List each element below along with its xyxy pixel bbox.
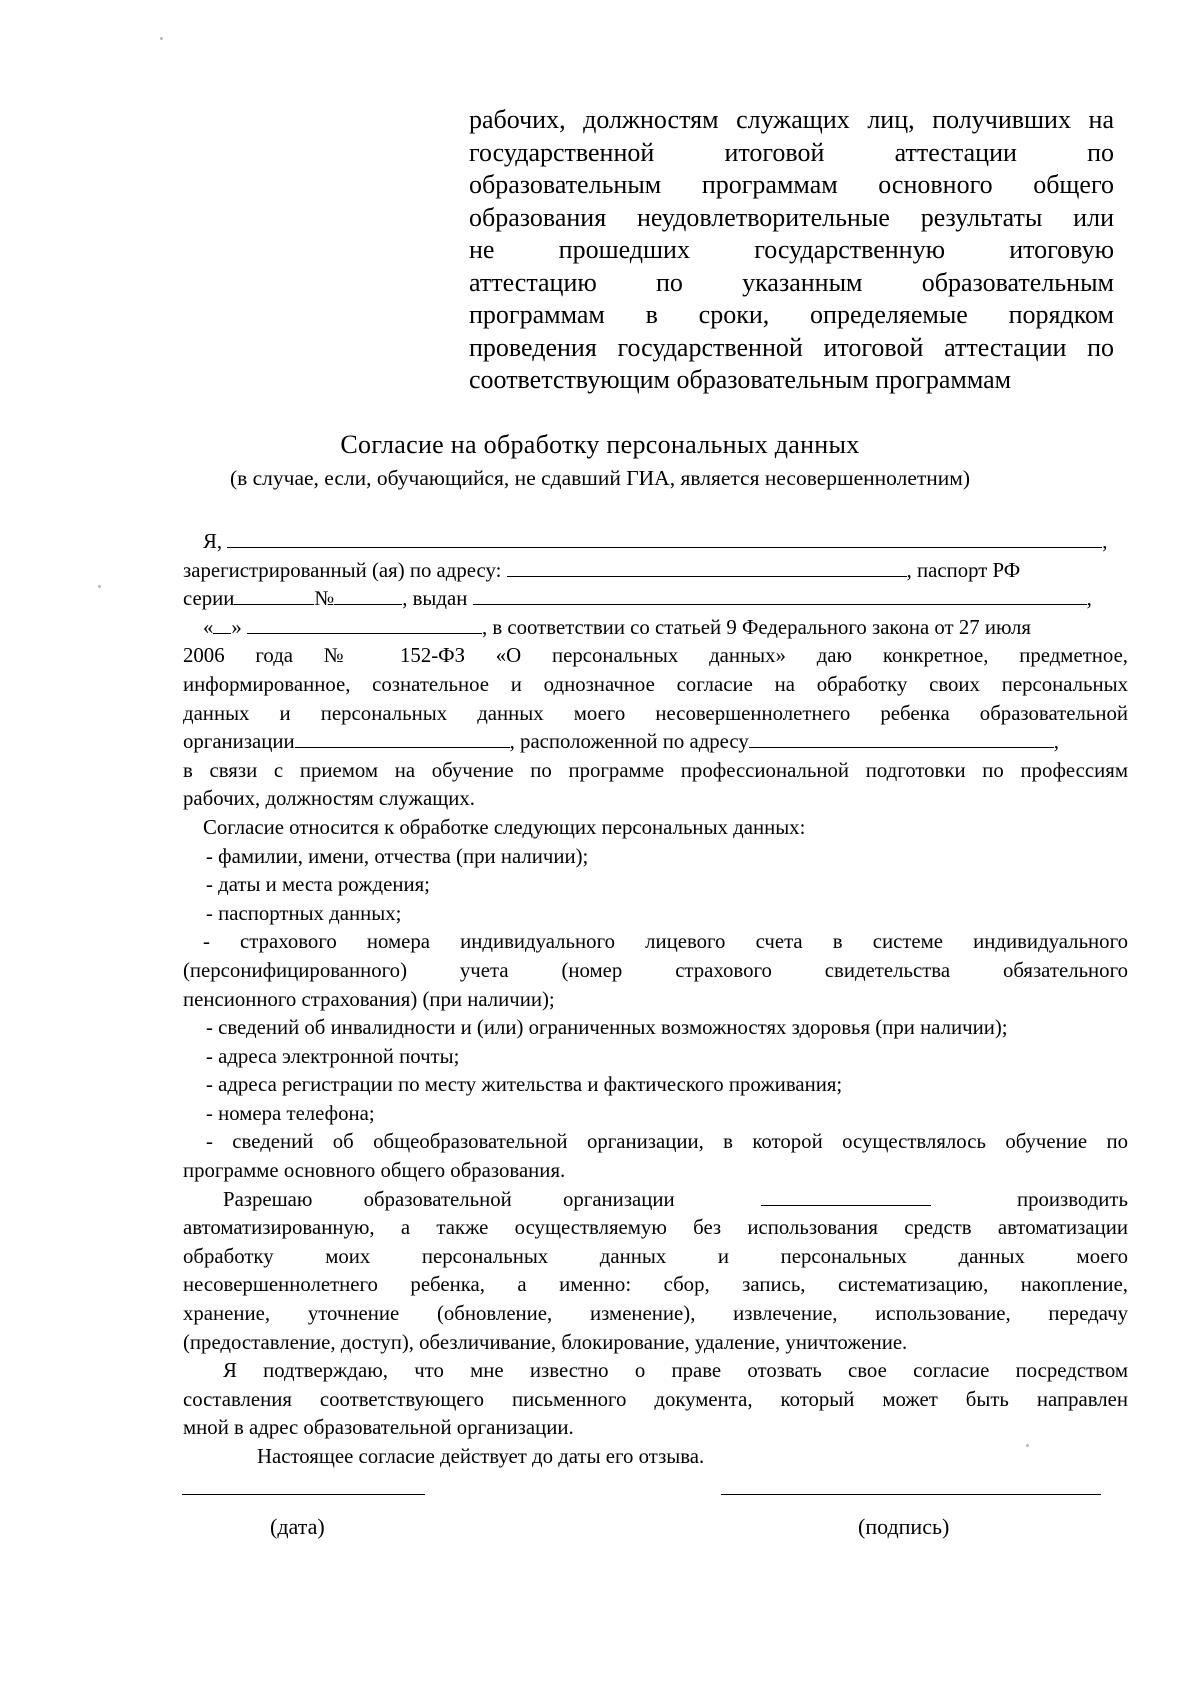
permission-end: производить [1016, 1187, 1128, 1211]
consent-body [183, 528, 1128, 1472]
list-item-continuation: программе основного общего образования. [183, 1159, 566, 1183]
form-line-passport [183, 585, 1128, 614]
scan-speck [160, 37, 163, 40]
number-label: № [314, 587, 335, 611]
address-field[interactable] [507, 558, 907, 577]
list-item: - даты и места рождения; [206, 873, 430, 897]
document-title: Согласие на обработку персональных данных [340, 430, 860, 459]
passport-label: , паспорт РФ [906, 558, 1021, 582]
month-year-field[interactable] [247, 615, 482, 634]
list-item: - сведений об инвалидности и (или) ограниченных возможностях здоровья (при наличии); [206, 1016, 1008, 1040]
header-line: проведения государственной итоговой аттестации по [469, 332, 1114, 362]
header-line: аттестацию по указанным образовательным [469, 267, 1114, 297]
org-address-field[interactable] [749, 729, 1054, 748]
header-paragraph [469, 104, 1114, 397]
organization-field[interactable] [295, 729, 510, 748]
header-line: рабочих, должностям служащих лиц, получивших на [469, 105, 1114, 134]
form-line-address [183, 557, 1128, 586]
issued-label: , выдан [402, 587, 468, 611]
org-address-suffix: , [1053, 730, 1059, 754]
permission-line: несовершеннолетнего ребенка, а именно: сбор, запись, систематизацию, накопление, [183, 1273, 1128, 1297]
validity-statement: Настоящее согласие действует до даты его отзыва. [257, 1445, 705, 1468]
name-suffix: , [1102, 530, 1108, 553]
list-item: - страхового номера индивидуального лицевого счета в системе индивидуального [203, 930, 1128, 954]
list-item: - фамилии, имени, отчества (при наличии); [206, 844, 589, 868]
series-field[interactable] [234, 586, 314, 605]
date-label: (дата) [270, 1514, 325, 1539]
form-line: 2006 года № 152-ФЗ «О персональных данных» даю конкретное, предметное, [183, 644, 1128, 668]
list-item: - сведений об общеобразовательной организации, в которой осуществлялось обучение по [206, 1130, 1128, 1154]
list-item-continuation: пенсионного страхования) (при наличии); [183, 987, 555, 1011]
permission-line: обработку моих персональных данных и персональных данных моего [183, 1244, 1128, 1268]
day-field[interactable] [213, 615, 231, 634]
scan-speck [98, 585, 101, 588]
address-label: зарегистрированный (ая) по адресу: [183, 558, 502, 582]
quote-open: « [203, 615, 214, 639]
document-subtitle: (в случае, если, обучающийся, не сдавший ГИА, является несовершеннолетним) [229, 466, 971, 490]
form-line: в связи с приемом на обучение по программе профессиональной подготовки по профессиям [183, 758, 1128, 782]
form-line: рабочих, должностям служащих. [183, 787, 475, 811]
permission-line: (предоставление, доступ), обезличивание, блокирование, удаление, уничтожение. [183, 1330, 908, 1354]
quote-close: » [231, 615, 242, 639]
permission-start: Разрешаю образовательной организации [223, 1187, 675, 1211]
list-item-continuation: (персонифицированного) учета (номер страхового свидетельства обязательного [183, 958, 1128, 982]
header-line: соответствующим образовательным программам [469, 365, 1012, 394]
list-item: - адреса регистрации по месту жительства и фактического проживания; [206, 1073, 843, 1097]
signature-field[interactable] [721, 1494, 1101, 1495]
permission-line: хранение, уточнение (обновление, изменение), извлечение, использование, передачу [183, 1302, 1128, 1326]
form-line-organization [183, 728, 1128, 757]
data-list-intro: Согласие относится к обработке следующих персональных данных: [203, 815, 806, 839]
permission-line [183, 1186, 1128, 1215]
header-line: программам в сроки, определяемые порядком [469, 300, 1114, 329]
header-line: не прошедших государственную итоговую [469, 235, 1114, 264]
name-prefix: Я, [203, 530, 223, 553]
series-label: серии [183, 587, 235, 611]
organization-name-field[interactable] [761, 1187, 931, 1206]
org-address-label: , расположенной по адресу [509, 730, 749, 754]
signature-label: (подпись) [858, 1514, 950, 1539]
list-item: - номера телефона; [206, 1101, 375, 1125]
form-line-date [183, 614, 1128, 643]
date-field[interactable] [182, 1494, 425, 1495]
header-line: образования неудовлетворительные результаты или [469, 202, 1114, 232]
revocation-line: Я подтверждаю, что мне известно о праве отозвать свое согласие посредством [223, 1359, 1128, 1383]
permission-line: автоматизированную, а также осуществляемую без использования средств автоматизации [183, 1216, 1128, 1240]
header-line: государственной итоговой аттестации по [469, 137, 1114, 167]
form-line-name [183, 528, 1128, 557]
header-line: образовательным программам основного общего [469, 170, 1114, 199]
number-field[interactable] [334, 586, 402, 605]
issued-suffix: , [1086, 587, 1092, 611]
list-item: - паспортных данных; [206, 901, 402, 925]
form-line: информированное, сознательное и однозначное согласие на обработку своих персональных [183, 672, 1128, 696]
revocation-line: составления соответствующего письменного документа, который может быть направлен [183, 1387, 1128, 1411]
issued-by-field[interactable] [473, 586, 1087, 605]
name-field[interactable] [227, 529, 1102, 548]
revocation-line: мной в адрес образовательной организации. [183, 1416, 574, 1440]
organization-label: организации [183, 730, 295, 754]
form-line: данных и персональных данных моего несовершеннолетнего ребенка образовательной [183, 701, 1128, 725]
law-reference: , в соответствии со статьей 9 Федерального закона от 27 июля [482, 615, 1031, 639]
list-item: - адреса электронной почты; [206, 1044, 460, 1068]
